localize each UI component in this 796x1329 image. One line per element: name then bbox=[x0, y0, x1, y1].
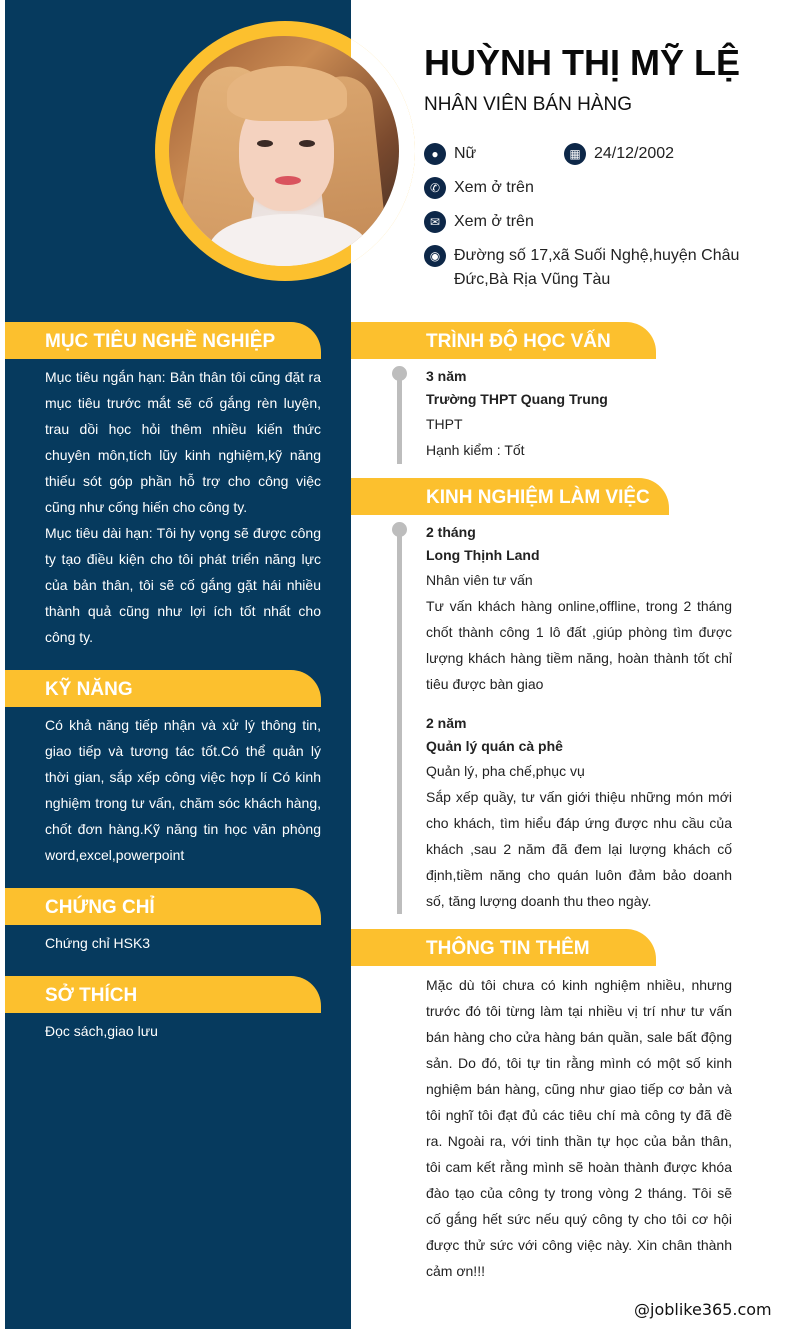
email-row bbox=[424, 210, 534, 234]
email-value: Xem ở trên bbox=[454, 213, 534, 230]
career-heading: MỤC TIÊU NGHỀ NGHIỆP bbox=[5, 322, 321, 359]
career-long-term: Mục tiêu dài hạn: Tôi hy vọng sẽ được công ty tạo điều kiện cho tôi phát triển năng lực của bản thân, tôi sẽ cố gắng gặt hái nhiều thành quả cũng như lợi ích tốt nhất cho công ty. bbox=[45, 525, 321, 645]
education-duration: 3 năm bbox=[426, 368, 467, 384]
experience-timeline-dot bbox=[392, 522, 407, 537]
hobbies-text: Đọc sách,giao lưu bbox=[45, 1023, 158, 1039]
gender-value: Nữ bbox=[454, 145, 477, 162]
additional-heading: THÔNG TIN THÊM bbox=[351, 929, 656, 966]
birthday-value: 24/12/2002 bbox=[594, 145, 675, 162]
experience-description: Sắp xếp quầy, tư vấn giới thiệu những món mới cho khách, tìm hiểu đáp ứng được nhu cầu của khách ,sau 2 năm đã đem lại lượng khách cố định,tiềm năng cho quán luôn đảm bảo doanh số, tăng lượng doanh thu theo ngày. bbox=[426, 789, 732, 909]
skills-heading: KỸ NĂNG bbox=[5, 670, 321, 707]
education-level: THPT bbox=[426, 416, 463, 432]
address-row bbox=[424, 244, 744, 292]
education-conduct: Hạnh kiểm : Tốt bbox=[426, 442, 525, 458]
experience-role: Quản lý, pha chế,phục vụ bbox=[426, 763, 585, 779]
career-short-term: Mục tiêu ngắn hạn: Bản thân tôi cũng đặt ra mục tiêu trước mắt sẽ cố gắng rèn luyện, trau dồi học hỏi thêm nhiều kiến thức chuyên môn,tích lũy kinh nghiệm,kỹ năng thiếu sót góp phần hỗ trợ cho công việc cũng như cống hiến cho công ty. bbox=[45, 369, 321, 515]
candidate-name: HUỲNH THỊ MỸ LỆ bbox=[424, 42, 741, 83]
gender-row bbox=[424, 142, 476, 166]
mail-icon: ✉ bbox=[424, 211, 446, 233]
watermark: @joblike365.com bbox=[634, 1300, 772, 1319]
certificates-text: Chứng chỉ HSK3 bbox=[45, 935, 151, 951]
education-school: Trường THPT Quang Trung bbox=[426, 391, 608, 407]
additional-text: Mặc dù tôi chưa có kinh nghiệm nhiều, nhưng trước đó tôi từng làm tại nhiều vị trí như tư vấn bán hàng cho cửa hàng bán quần, sale bất động sản. Do đó, tôi tự tin rằng mình có một số kinh nghiệm bán hàng, cũng như giao tiếp cơ bản và tôi nghĩ tôi đạt đủ các tiêu chí mà công ty đã đề ra. Ngoài ra, với tinh thần tự học của bản thân, tôi cam kết rằng mình sẽ hoàn thành được khóa đào tạo của công ty trong vòng 2 tháng. Tôi sẽ cố gắng hết sức nếu quý công ty cho tôi cơ hội được thử sức với công việc này. Xin chân thành cảm ơn!!! bbox=[426, 977, 732, 1279]
experience-company: Quản lý quán cà phê bbox=[426, 738, 563, 754]
experience-timeline-line bbox=[397, 530, 402, 914]
phone-value: Xem ở trên bbox=[454, 179, 534, 196]
education-timeline-dot bbox=[392, 366, 407, 381]
hobbies-heading: SỞ THÍCH bbox=[5, 976, 321, 1013]
calendar-icon: ▦ bbox=[564, 143, 586, 165]
user-icon: ● bbox=[424, 143, 446, 165]
address-value: Đường số 17,xã Suối Nghệ,huyện Châu Đức,Bà Rịa Vũng Tàu bbox=[454, 247, 740, 288]
experience-role: Nhân viên tư vấn bbox=[426, 572, 533, 588]
location-icon: ◉ bbox=[424, 245, 446, 267]
profile-photo bbox=[169, 36, 399, 266]
phone-icon: ✆ bbox=[424, 177, 446, 199]
job-title: NHÂN VIÊN BÁN HÀNG bbox=[424, 94, 632, 115]
birthday-row bbox=[564, 142, 674, 166]
certificates-heading: CHỨNG CHỈ bbox=[5, 888, 321, 925]
education-heading: TRÌNH ĐỘ HỌC VẤN bbox=[351, 322, 656, 359]
experience-company: Long Thịnh Land bbox=[426, 547, 540, 563]
phone-row bbox=[424, 176, 534, 200]
education-timeline-line bbox=[397, 374, 402, 464]
experience-heading: KINH NGHIỆM LÀM VIỆC bbox=[351, 478, 669, 515]
experience-duration: 2 tháng bbox=[426, 524, 476, 540]
skills-text: Có khả năng tiếp nhận và xử lý thông tin, giao tiếp và tương tác tốt.Có thể quản lý thời gian, sắp xếp công việc hợp lí Có kinh nghiệm trong tư vấn, chăm sóc khách hàng, chốt đơn hàng.Kỹ năng tin học văn phòng word,excel,powerpoint bbox=[45, 717, 321, 863]
experience-description: Tư vấn khách hàng online,offline, trong 2 tháng chốt thành công 1 lô đất ,giúp phòng tìm được lượng khách hàng tiềm năng, hoàn thành tốt chỉ tiêu được bàn giao bbox=[426, 598, 732, 692]
experience-duration: 2 năm bbox=[426, 715, 467, 731]
